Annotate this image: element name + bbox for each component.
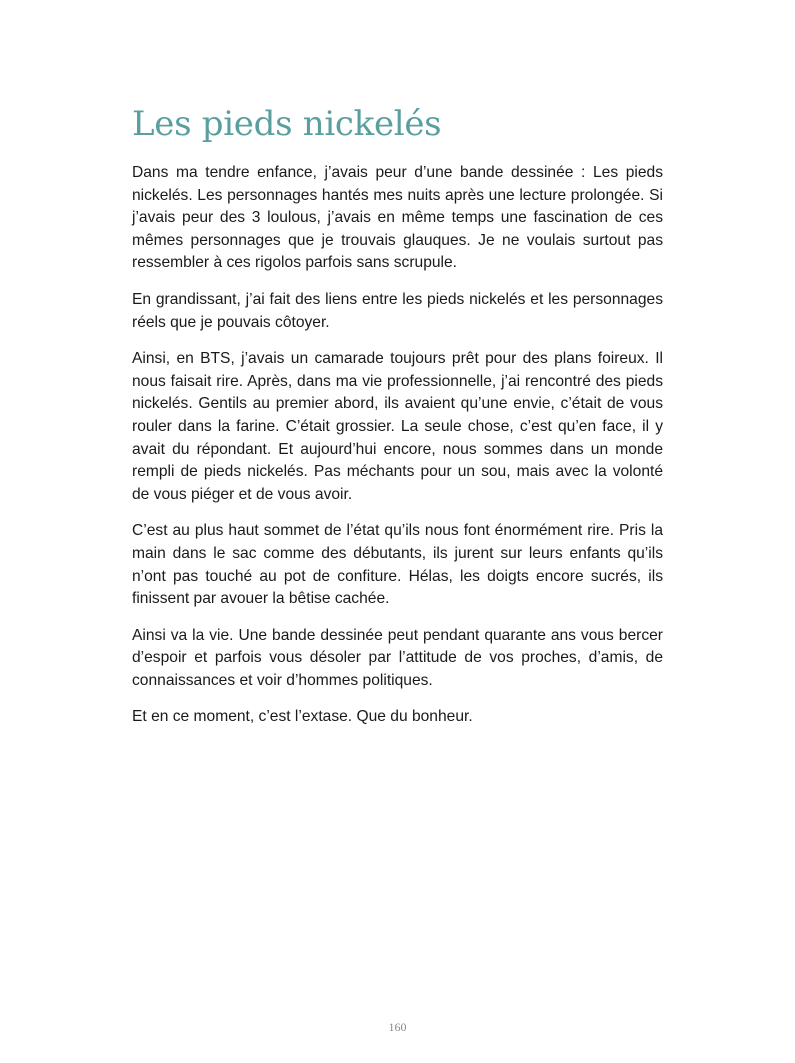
paragraph-6: Et en ce moment, c’est l’extase. Que du bonheur. [132,708,473,726]
paragraph-4: C’est au plus haut sommet de l’état qu’ils nous font énormément rire. Pris la main dans le sac comme des débutants, ils jurent sur leurs enfants qu’ils n’ont pas touché au pot de confiture. Hélas, les doigts encore sucrés, ils finissent par avouer la bêtise cachée. [132,522,663,608]
paragraph-3: Ainsi, en BTS, j’avais un camarade toujours prêt pour des plans foireux. Il nous faisait rire. Après, dans ma vie professionnelle, j’ai rencontré des pieds nickelés. Gentils au premier abord, ils avaient qu’une envie, c’était de vous rouler dans la farine. C’était grossier. La seule chose, c’est qu’en face, il y avait du répondant. Et aujourd’hui encore, nous sommes dans un monde rempli de pieds nickelés. Pas méchants pour un sou, mais avec la volonté de vous piéger et de vous avoir. [132,350,663,503]
page-number: 160 [388,1020,407,1034]
paragraph-5: Ainsi va la vie. Une bande dessinée peut pendant quarante ans vous bercer d’espoir et parfois vous désoler par l’attitude de vos proches, d’amis, de connaissances et voir d’hommes politiques. [132,626,663,689]
body-text [132,162,663,743]
paragraph-2: En grandissant, j’ai fait des liens entre les pieds nickelés et les personnages réels que je pouvais côtoyer. [132,290,663,331]
page-title: Les pieds nickelés [132,104,442,144]
paragraph-1: Dans ma tendre enfance, j’avais peur d’une bande dessinée : Les pieds nickelés. Les personnages hantés mes nuits après une lecture prolongée. Si j’avais peur des 3 loulous, j’avais en même temps une fascination de ces mêmes personnages que je trouvais glauques. Je ne voulais surtout pas ressembler à ces rigolos parfois sans scrupule. [132,164,663,272]
